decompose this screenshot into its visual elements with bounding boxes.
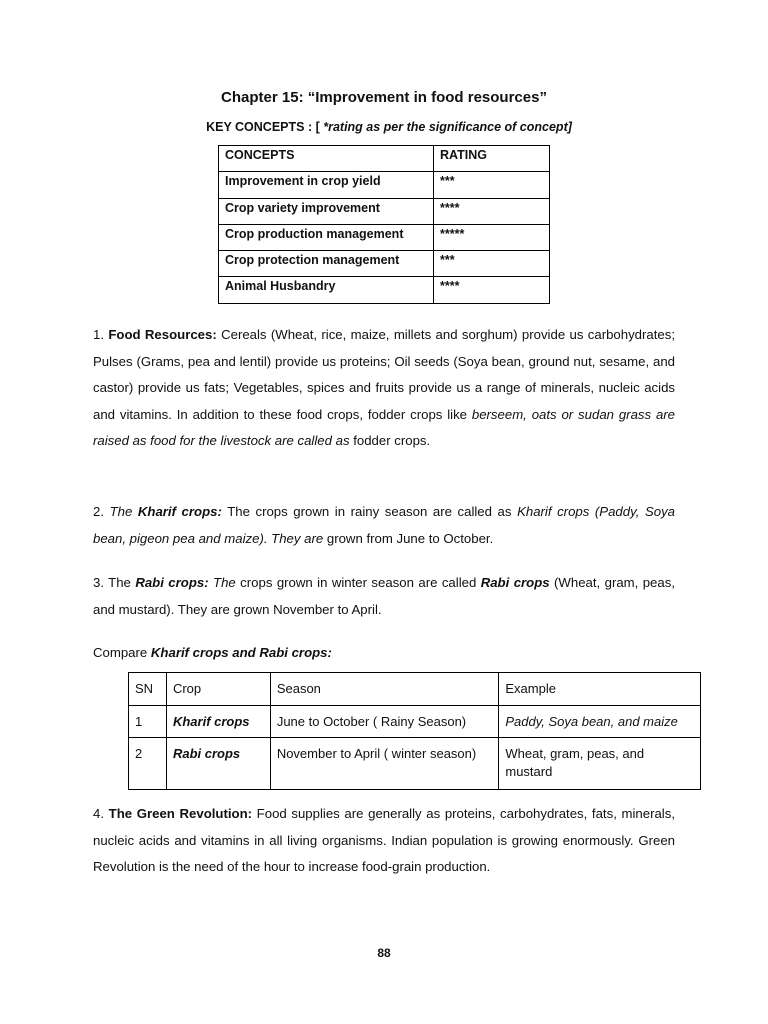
table-row xyxy=(129,738,701,790)
paragraph-italic: The xyxy=(109,504,138,519)
crop-cell xyxy=(166,738,270,790)
paragraph-text: (Wheat, gram, peas, and mustard). They are grown November to April. xyxy=(93,575,675,617)
rating-cell: ***** xyxy=(434,224,550,250)
paragraph-heading: Rabi crops: xyxy=(135,575,209,590)
compare-label-bold: Kharif crops and Rabi crops: xyxy=(150,645,332,660)
concept-cell: Improvement in crop yield xyxy=(219,172,434,198)
paragraph-text: grown from June to October. xyxy=(323,530,494,546)
header-cell: SN xyxy=(129,673,167,706)
crop-cell xyxy=(166,706,270,738)
rating-cell: **** xyxy=(434,198,550,224)
chapter-title: Chapter 15: “Improvement in food resources” xyxy=(221,89,547,106)
crop-name: Kharif crops xyxy=(172,714,250,729)
paragraph-italic: berseem, oats or sudan grass are raised as food for the livestock are called as xyxy=(93,406,675,449)
table-row xyxy=(219,172,550,198)
paragraph-number: 3. The xyxy=(93,575,136,590)
paragraph-text-end: fodder crops. xyxy=(349,433,431,449)
table-header-row xyxy=(129,673,701,706)
example-cell xyxy=(499,706,701,738)
table-row xyxy=(219,277,550,303)
example-cell: Wheat, gram, peas, and mustard xyxy=(499,738,701,790)
table-row xyxy=(219,224,550,250)
paragraph-kharif xyxy=(93,499,675,552)
header-cell: CONCEPTS xyxy=(219,146,434,172)
paragraph-text: The crops grown in rainy season are called as xyxy=(221,504,518,519)
concept-cell: Animal Husbandry xyxy=(219,277,434,303)
header-cell: RATING xyxy=(434,146,550,172)
concepts-table xyxy=(218,145,550,304)
table-row xyxy=(129,706,701,738)
concept-cell: Crop protection management xyxy=(219,251,434,277)
table-row xyxy=(219,251,550,277)
paragraph-text: Cereals (Wheat, rice, maize, millets and sorghum) provide us carbohydrates; Pulses (Grams, pea and lentil) provide us proteins; Oil seeds (Soya bean, ground nut, sesame, and castor) provide us fats; Vegetables, spices and fruits provide us a range of minerals, nucleic acids and vitamins. In addition to these food crops, fodder crops like xyxy=(93,327,675,422)
rating-cell: **** xyxy=(434,277,550,303)
compare-label xyxy=(93,640,675,667)
sn-cell: 2 xyxy=(129,738,167,790)
paragraph-text: Food supplies are generally as proteins, carbohydrates, fats, minerals, nucleic acids and vitamins in all living organisms. Indian population is growing enormously. Green Revolution is the need of the hour to increase food-grain production. xyxy=(93,806,675,875)
header-cell: Example xyxy=(499,673,701,706)
paragraph-italic: The xyxy=(208,575,236,590)
paragraph-food-resources xyxy=(93,322,675,455)
paragraph-number: 1. xyxy=(93,327,109,342)
key-concepts-note: *rating as per the significance of concept] xyxy=(323,120,572,134)
paragraph-green-revolution xyxy=(93,801,675,881)
season-cell: November to April ( winter season) xyxy=(270,738,499,790)
key-concepts-label: KEY CONCEPTS : [ xyxy=(206,120,324,134)
paragraph-bold: Rabi crops xyxy=(480,575,550,590)
key-concepts-line xyxy=(0,120,768,134)
concept-cell: Crop production management xyxy=(219,224,434,250)
compare-table xyxy=(128,672,701,790)
season-cell: June to October ( Rainy Season) xyxy=(270,706,499,738)
crop-name: Rabi crops xyxy=(172,746,241,761)
table-row xyxy=(219,198,550,224)
header-cell: Season xyxy=(270,673,499,706)
paragraph-heading: Kharif crops: xyxy=(137,504,222,519)
concept-cell: Crop variety improvement xyxy=(219,198,434,224)
paragraph-heading: Food Resources: xyxy=(108,327,217,342)
example-text: Paddy, Soya bean, and maize xyxy=(505,714,678,729)
compare-label-text: Compare xyxy=(93,645,151,660)
paragraph-italic: Kharif crops (Paddy, Soya bean, pigeon pea and maize). They are xyxy=(93,504,676,546)
paragraph-heading: The Green Revolution: xyxy=(108,806,253,821)
paragraph-number: 2. xyxy=(93,504,110,519)
sn-cell: 1 xyxy=(129,706,167,738)
paragraph-rabi xyxy=(93,570,675,623)
rating-cell: *** xyxy=(434,251,550,277)
rating-cell: *** xyxy=(434,172,550,198)
table-header-row xyxy=(219,146,550,172)
paragraph-number: 4. xyxy=(93,806,109,821)
page-number: 88 xyxy=(377,946,391,960)
paragraph-text: crops grown in winter season are called xyxy=(235,575,481,590)
header-cell: Crop xyxy=(166,673,270,706)
